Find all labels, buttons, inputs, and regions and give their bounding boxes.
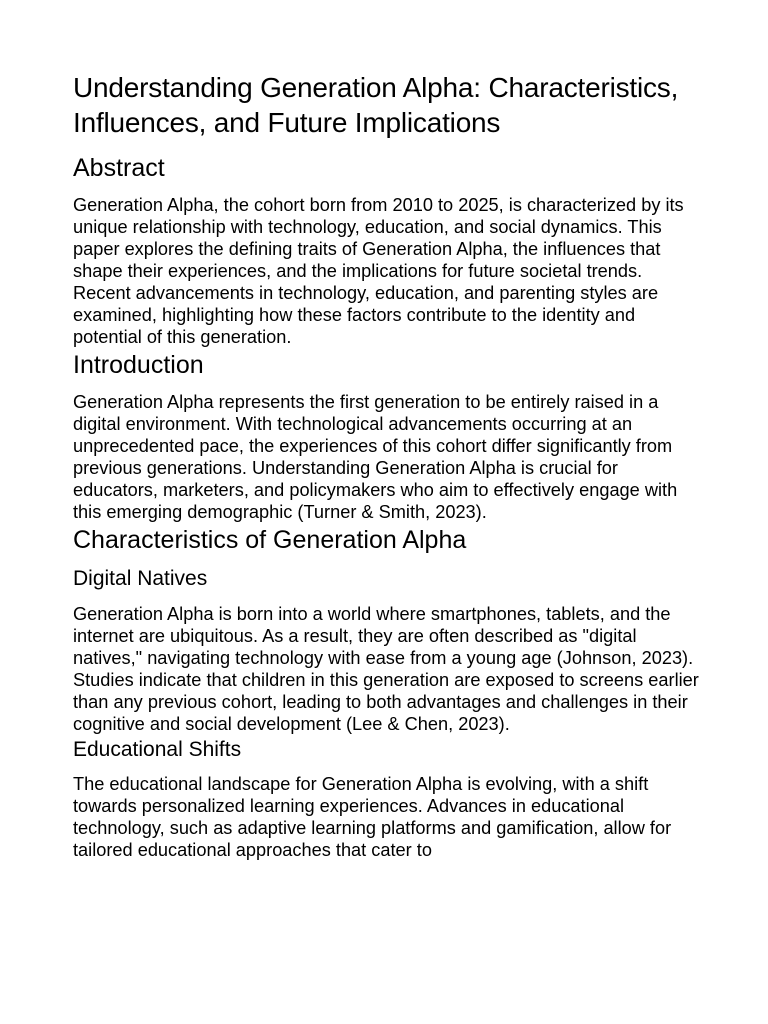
educational-shifts-heading: Educational Shifts xyxy=(73,738,242,761)
abstract-heading: Abstract xyxy=(73,154,165,182)
digital-natives-paragraph: Generation Alpha is born into a world where smartphones, tablets, and the internet are ubiquitous. As a result, they are often described as "digital natives," navigating technology with ease from a young age (Johnson, 2023). Studies indicate that children in this generation are exposed to screens earlier than any previous cohort, leading to both advantages and challenges in their cognitive and social development (Lee & Chen, 2023). xyxy=(73,604,699,734)
introduction-paragraph: Generation Alpha represents the first generation to be entirely raised in a digital environment. With technological advancements occurring at an unprecedented pace, the experiences of this cohort differ significantly from previous generations. Understanding Generation Alpha is crucial for educators, marketers, and policymakers who aim to effectively engage with this emerging demographic (Turner & Smith, 2023). xyxy=(73,392,678,522)
abstract-paragraph: Generation Alpha, the cohort born from 2010 to 2025, is characterized by its unique relationship with technology, education, and social dynamics. This paper explores the defining traits of Generation Alpha, the influences that shape their experiences, and the implications for future societal trends. Recent advancements in technology, education, and parenting styles are examined, highlighting how these factors contribute to the identity and potential of this generation. xyxy=(73,195,684,347)
educational-shifts-paragraph: The educational landscape for Generation Alpha is evolving, with a shift towards personalized learning experiences. Advances in educational technology, such as adaptive learning platforms and gamification, allow for tailored educational approaches that cater to xyxy=(73,774,672,860)
characteristics-heading: Characteristics of Generation Alpha xyxy=(73,526,467,554)
document-title: Understanding Generation Alpha: Characteristics, Influences, and Future Implications xyxy=(73,72,679,138)
digital-natives-heading: Digital Natives xyxy=(73,567,208,590)
document-page xyxy=(73,70,703,863)
introduction-heading: Introduction xyxy=(73,351,204,379)
